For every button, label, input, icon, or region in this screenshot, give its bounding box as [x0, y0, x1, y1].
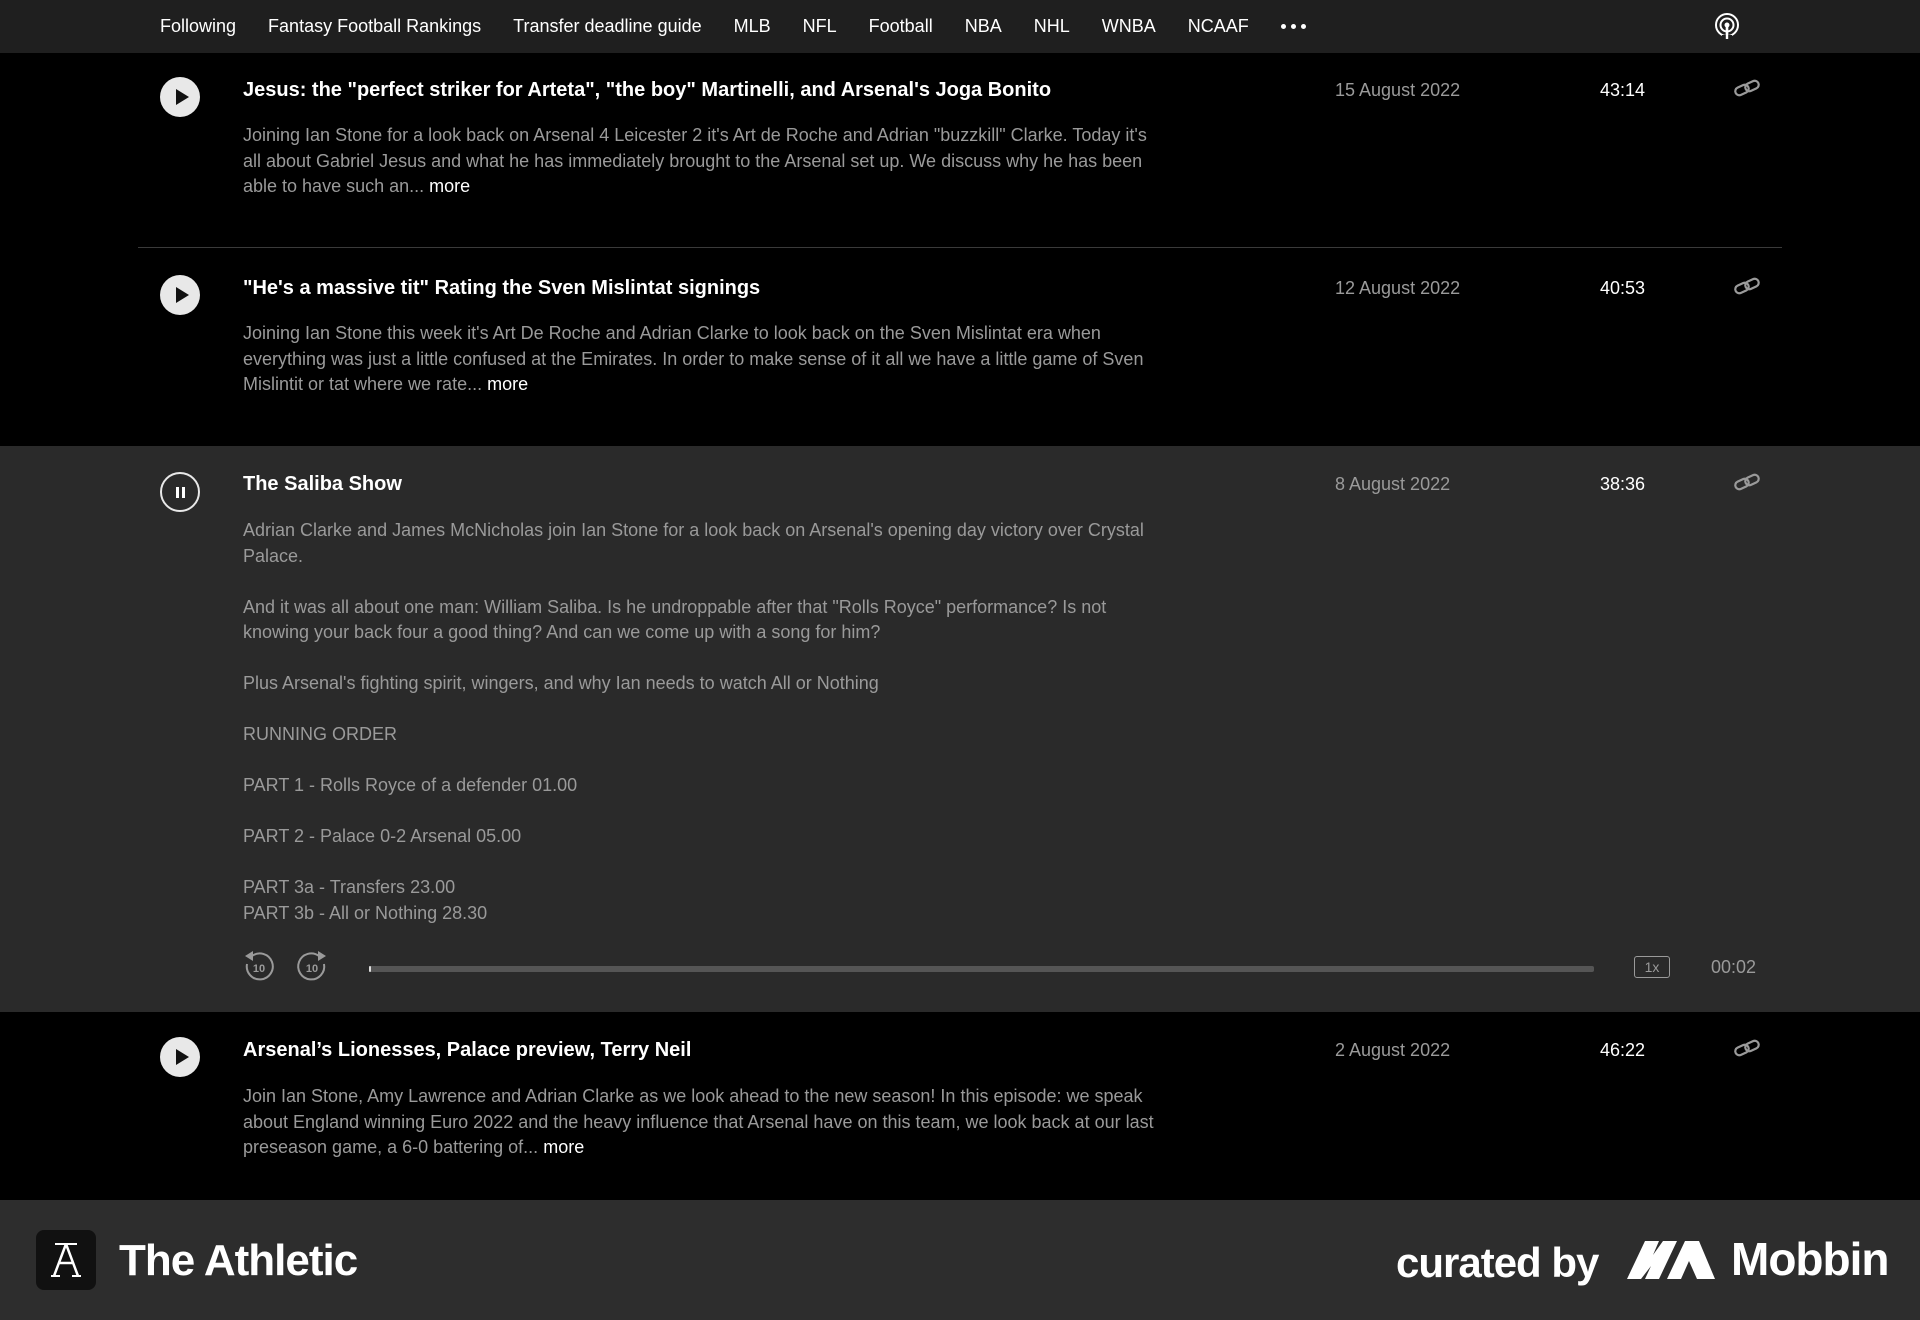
episode-item [0, 53, 1920, 247]
nav-item-fantasy-football-rankings[interactable]: Fantasy Football Rankings [268, 16, 482, 36]
the-athletic-logo [36, 1230, 96, 1290]
episode-title[interactable]: The Saliba Show [243, 473, 402, 495]
progress-slider[interactable] [369, 966, 1594, 972]
episode-duration: 38:36 [1600, 474, 1646, 494]
episode-item-active [0, 446, 1920, 1012]
play-icon [176, 1049, 189, 1065]
more-link[interactable]: more [543, 1137, 585, 1157]
playback-speed-button[interactable]: 1x [1634, 956, 1670, 978]
episode-duration: 43:14 [1600, 80, 1646, 100]
mobbin-name: Mobbin [1731, 1233, 1889, 1285]
pause-button[interactable] [160, 472, 200, 512]
nav-items [160, 0, 1306, 53]
episode-item [0, 248, 1920, 446]
link-icon[interactable] [1733, 472, 1761, 494]
skip-back-label: 10 [252, 963, 266, 975]
episode-duration: 46:22 [1600, 1040, 1646, 1060]
mobbin-logo [1627, 1239, 1715, 1281]
nav-item-ncaaf[interactable]: NCAAF [1187, 16, 1249, 36]
brand-name: The Athletic [119, 1236, 358, 1285]
episode-description: Joining Ian Stone for a look back on Arsenal 4 Leicester 2 it's Art de Roche and Adrian "buzzkill" Clarke. Today it's all about Gabriel Jesus and what he has immediately brought to the Arsenal set up. We discuss why he has been able to have such an... more [243, 125, 1147, 196]
nav-item-nba[interactable]: NBA [964, 16, 1002, 36]
progress-fill [369, 966, 371, 972]
nav-item-wnba[interactable]: WNBA [1101, 16, 1156, 36]
more-menu-icon[interactable] [1281, 24, 1306, 29]
elapsed-time: 00:02 [1711, 957, 1757, 977]
episode-title[interactable]: Arsenal’s Lionesses, Palace preview, Terry Neil [243, 1039, 692, 1061]
play-icon [176, 287, 189, 303]
episode-title[interactable]: "He's a massive tit" Rating the Sven Mislintat signings [243, 277, 761, 299]
episode-description: Adrian Clarke and James McNicholas join Ian Stone for a look back on Arsenal's opening day victory over Crystal Palace. And it was all about one man: William Saliba. Is he undroppable after that "Rolls Royce" performance? Is not knowing your back four a good thing? And can we come up with a song for him? Plus Arsenal's fighting spirit, wingers, and why Ian needs to watch All or Nothing RUNNING ORDER PART 1 - Rolls Royce of a defender 01.00 PART 2 - Palace 0-2 Arsenal 05.00 PART 3a - Transfers 23.00 PART 3b - All or Nothing 28.30 [243, 520, 1144, 923]
skip-back-button[interactable] [242, 950, 276, 984]
play-button[interactable] [160, 77, 200, 117]
nav-item-nhl[interactable]: NHL [1033, 16, 1070, 36]
curated-by-label: curated by [1396, 1239, 1599, 1286]
nav-item-mlb[interactable]: MLB [733, 16, 771, 36]
top-navigation [0, 0, 1920, 53]
skip-forward-button[interactable] [295, 950, 329, 984]
episode-duration: 40:53 [1600, 278, 1646, 298]
episode-date: 2 August 2022 [1335, 1040, 1451, 1060]
skip-forward-label: 10 [305, 963, 319, 975]
episode-item [0, 1012, 1920, 1200]
play-button[interactable] [160, 1037, 200, 1077]
nav-item-following[interactable]: Following [160, 16, 237, 36]
nav-item-transfer-deadline-guide[interactable]: Transfer deadline guide [513, 16, 702, 36]
pause-icon [176, 487, 179, 498]
episode-date: 12 August 2022 [1335, 278, 1461, 298]
episode-date: 15 August 2022 [1335, 80, 1461, 100]
play-icon [176, 89, 189, 105]
nav-item-football[interactable]: Football [868, 16, 933, 36]
more-link[interactable]: more [429, 176, 471, 196]
more-link[interactable]: more [487, 374, 529, 394]
link-icon[interactable] [1733, 276, 1761, 298]
link-icon[interactable] [1733, 78, 1761, 100]
episode-description: Joining Ian Stone this week it's Art De Roche and Adrian Clarke to look back on the Sven Mislintat era when everything was just a little confused at the Emirates. In order to make sense of it all we have a little game of Sven Mislintit or tat where we rate... more [243, 323, 1144, 394]
episode-title[interactable]: Jesus: the "perfect striker for Arteta", "the boy" Martinelli, and Arsenal's Joga Bonito [243, 79, 1052, 101]
episode-description: Join Ian Stone, Amy Lawrence and Adrian Clarke as we look ahead to the new season! In this episode: we speak about England winning Euro 2022 and the heavy influence that Arsenal have on this team, we look back at our last preseason game, a 6-0 battering of... more [243, 1086, 1154, 1157]
nav-item-nfl[interactable]: NFL [802, 16, 837, 36]
footer [0, 1200, 1920, 1320]
podcast-icon[interactable] [1713, 13, 1741, 41]
link-icon[interactable] [1733, 1038, 1761, 1060]
episode-date: 8 August 2022 [1335, 474, 1451, 494]
play-button[interactable] [160, 275, 200, 315]
